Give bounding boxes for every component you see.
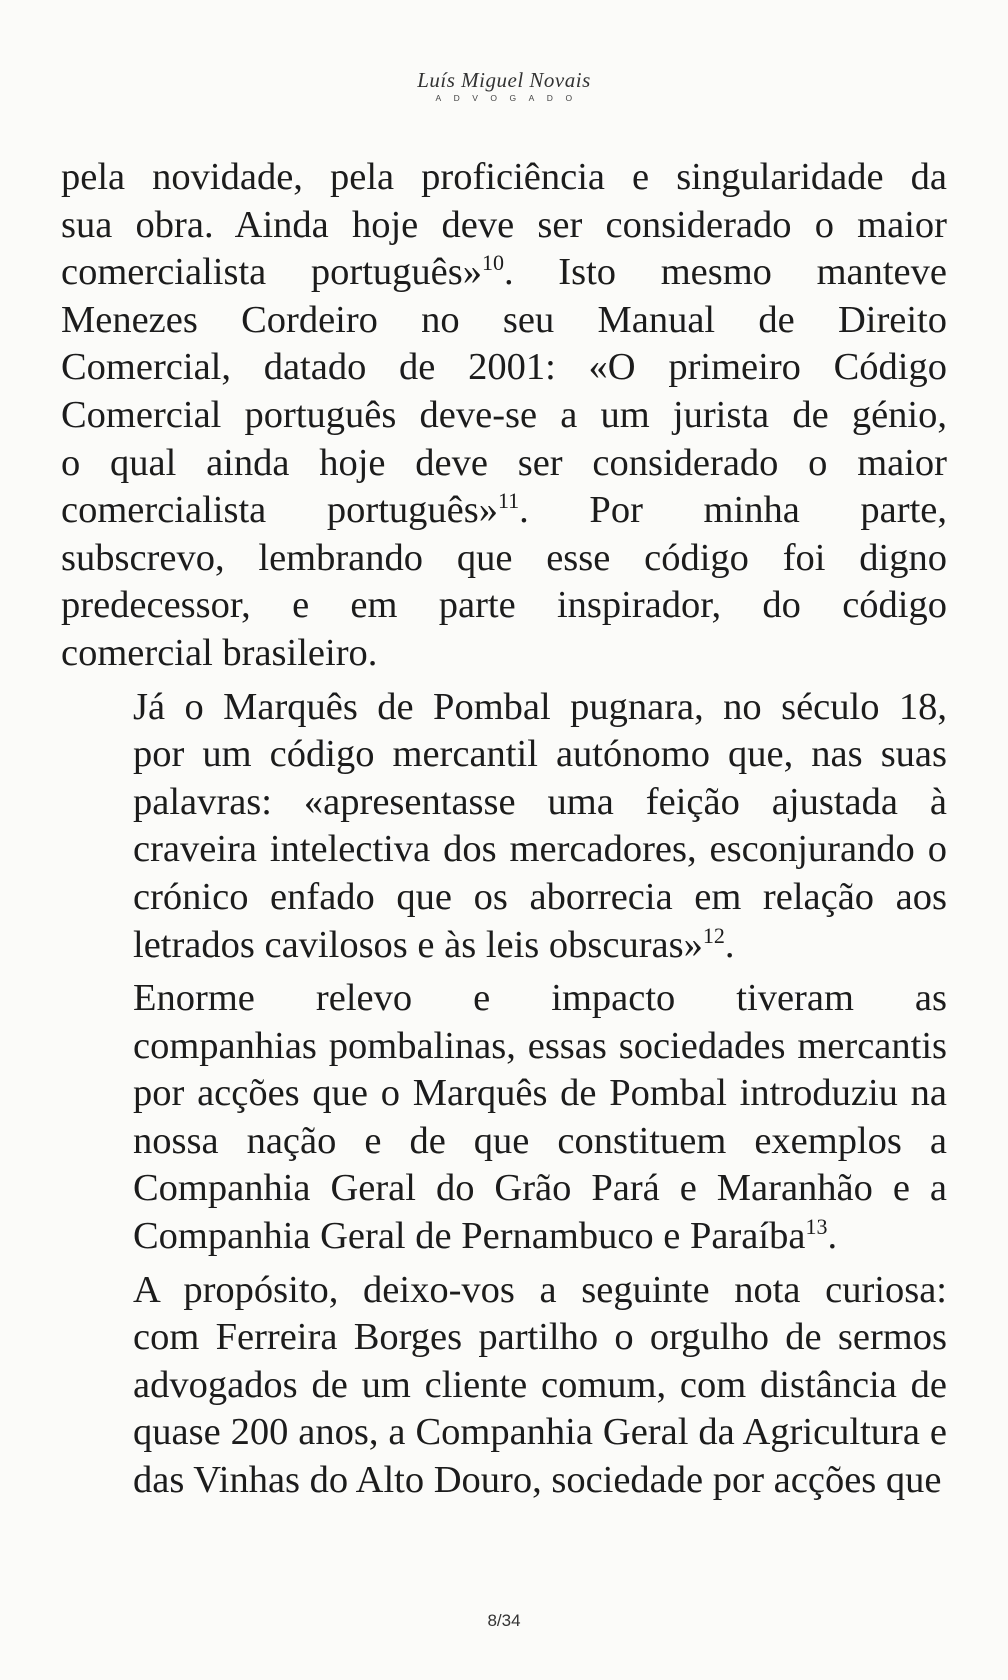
document-body bbox=[61, 154, 947, 1511]
text-line: Enorme relevo e impacto tiveram as bbox=[133, 977, 947, 1020]
text-line: quase 200 anos, a Companhia Geral da Agricultura e bbox=[133, 1411, 947, 1454]
footnote-marker: 13 bbox=[805, 1214, 828, 1240]
text-segment: Companhia Geral de Pernambuco e Paraíba bbox=[133, 1215, 806, 1258]
text-line: Comercial português deve-se a um jurista de génio, bbox=[61, 393, 947, 436]
text-segment: . Por minha parte, bbox=[519, 489, 947, 532]
text-line: por acções que o Marquês de Pombal introduziu na bbox=[133, 1072, 947, 1115]
page-header bbox=[0, 68, 1008, 104]
text-line: crónico enfado que os aborrecia em relação aos bbox=[133, 875, 947, 918]
footnote-marker: 11 bbox=[497, 488, 520, 514]
text-line: palavras: «apresentasse uma feição ajustada à bbox=[133, 780, 947, 823]
text-line bbox=[61, 249, 947, 297]
text-line: craveira intelectiva dos mercadores, esconjurando o bbox=[133, 828, 947, 871]
text-line bbox=[61, 487, 947, 535]
text-line: advogados de um cliente comum, com distância de bbox=[133, 1363, 947, 1406]
text-line: das Vinhas do Alto Douro, sociedade por acções que bbox=[133, 1459, 942, 1502]
paragraph bbox=[61, 1267, 947, 1505]
text-line: sua obra. Ainda hoje deve ser considerado o maior bbox=[61, 203, 947, 246]
paragraph bbox=[61, 154, 947, 678]
page-number: 8/34 bbox=[487, 1611, 521, 1630]
text-line: Companhia Geral do Grão Pará e Maranhão e a bbox=[133, 1167, 947, 1210]
text-line: subscrevo, lembrando que esse código foi digno bbox=[61, 536, 947, 579]
text-line: pela novidade, pela proficiência e singularidade da bbox=[61, 156, 947, 198]
text-line: Comercial, datado de 2001: «O primeiro Código bbox=[61, 346, 947, 389]
text-segment: . bbox=[827, 1215, 838, 1258]
text-segment: letrados cavilosos e às leis obscuras» bbox=[133, 923, 703, 966]
footnote-marker: 12 bbox=[702, 922, 725, 948]
text-line: A propósito, deixo-vos a seguinte nota curiosa: bbox=[133, 1268, 947, 1311]
author-name: Luís Miguel Novais bbox=[417, 68, 591, 92]
text-segment: . Isto mesmo manteve bbox=[503, 251, 947, 294]
text-segment: . bbox=[724, 923, 735, 966]
text-line: comercial brasileiro. bbox=[61, 631, 378, 674]
paragraph bbox=[61, 975, 947, 1261]
text-line: por um código mercantil autónomo que, nas suas bbox=[133, 733, 947, 776]
footnote-marker: 10 bbox=[481, 250, 504, 276]
paragraph bbox=[61, 684, 947, 970]
author-title: ADVOGADO bbox=[435, 93, 585, 103]
text-line: predecessor, e em parte inspirador, do código bbox=[61, 584, 947, 627]
text-line: Menezes Cordeiro no seu Manual de Direito bbox=[61, 298, 947, 341]
text-segment: comercialista português» bbox=[61, 489, 498, 532]
text-segment: comercialista português» bbox=[61, 251, 482, 294]
text-line bbox=[61, 922, 947, 970]
text-line: companhias pombalinas, essas sociedades mercantis bbox=[133, 1024, 947, 1067]
text-line: nossa nação e de que constituem exemplos a bbox=[133, 1119, 947, 1162]
text-line: com Ferreira Borges partilho o orgulho de sermos bbox=[133, 1316, 947, 1359]
text-line: o qual ainda hoje deve ser considerado o maior bbox=[61, 441, 947, 484]
text-line: Já o Marquês de Pombal pugnara, no século 18, bbox=[133, 685, 947, 728]
text-line bbox=[61, 1213, 947, 1261]
